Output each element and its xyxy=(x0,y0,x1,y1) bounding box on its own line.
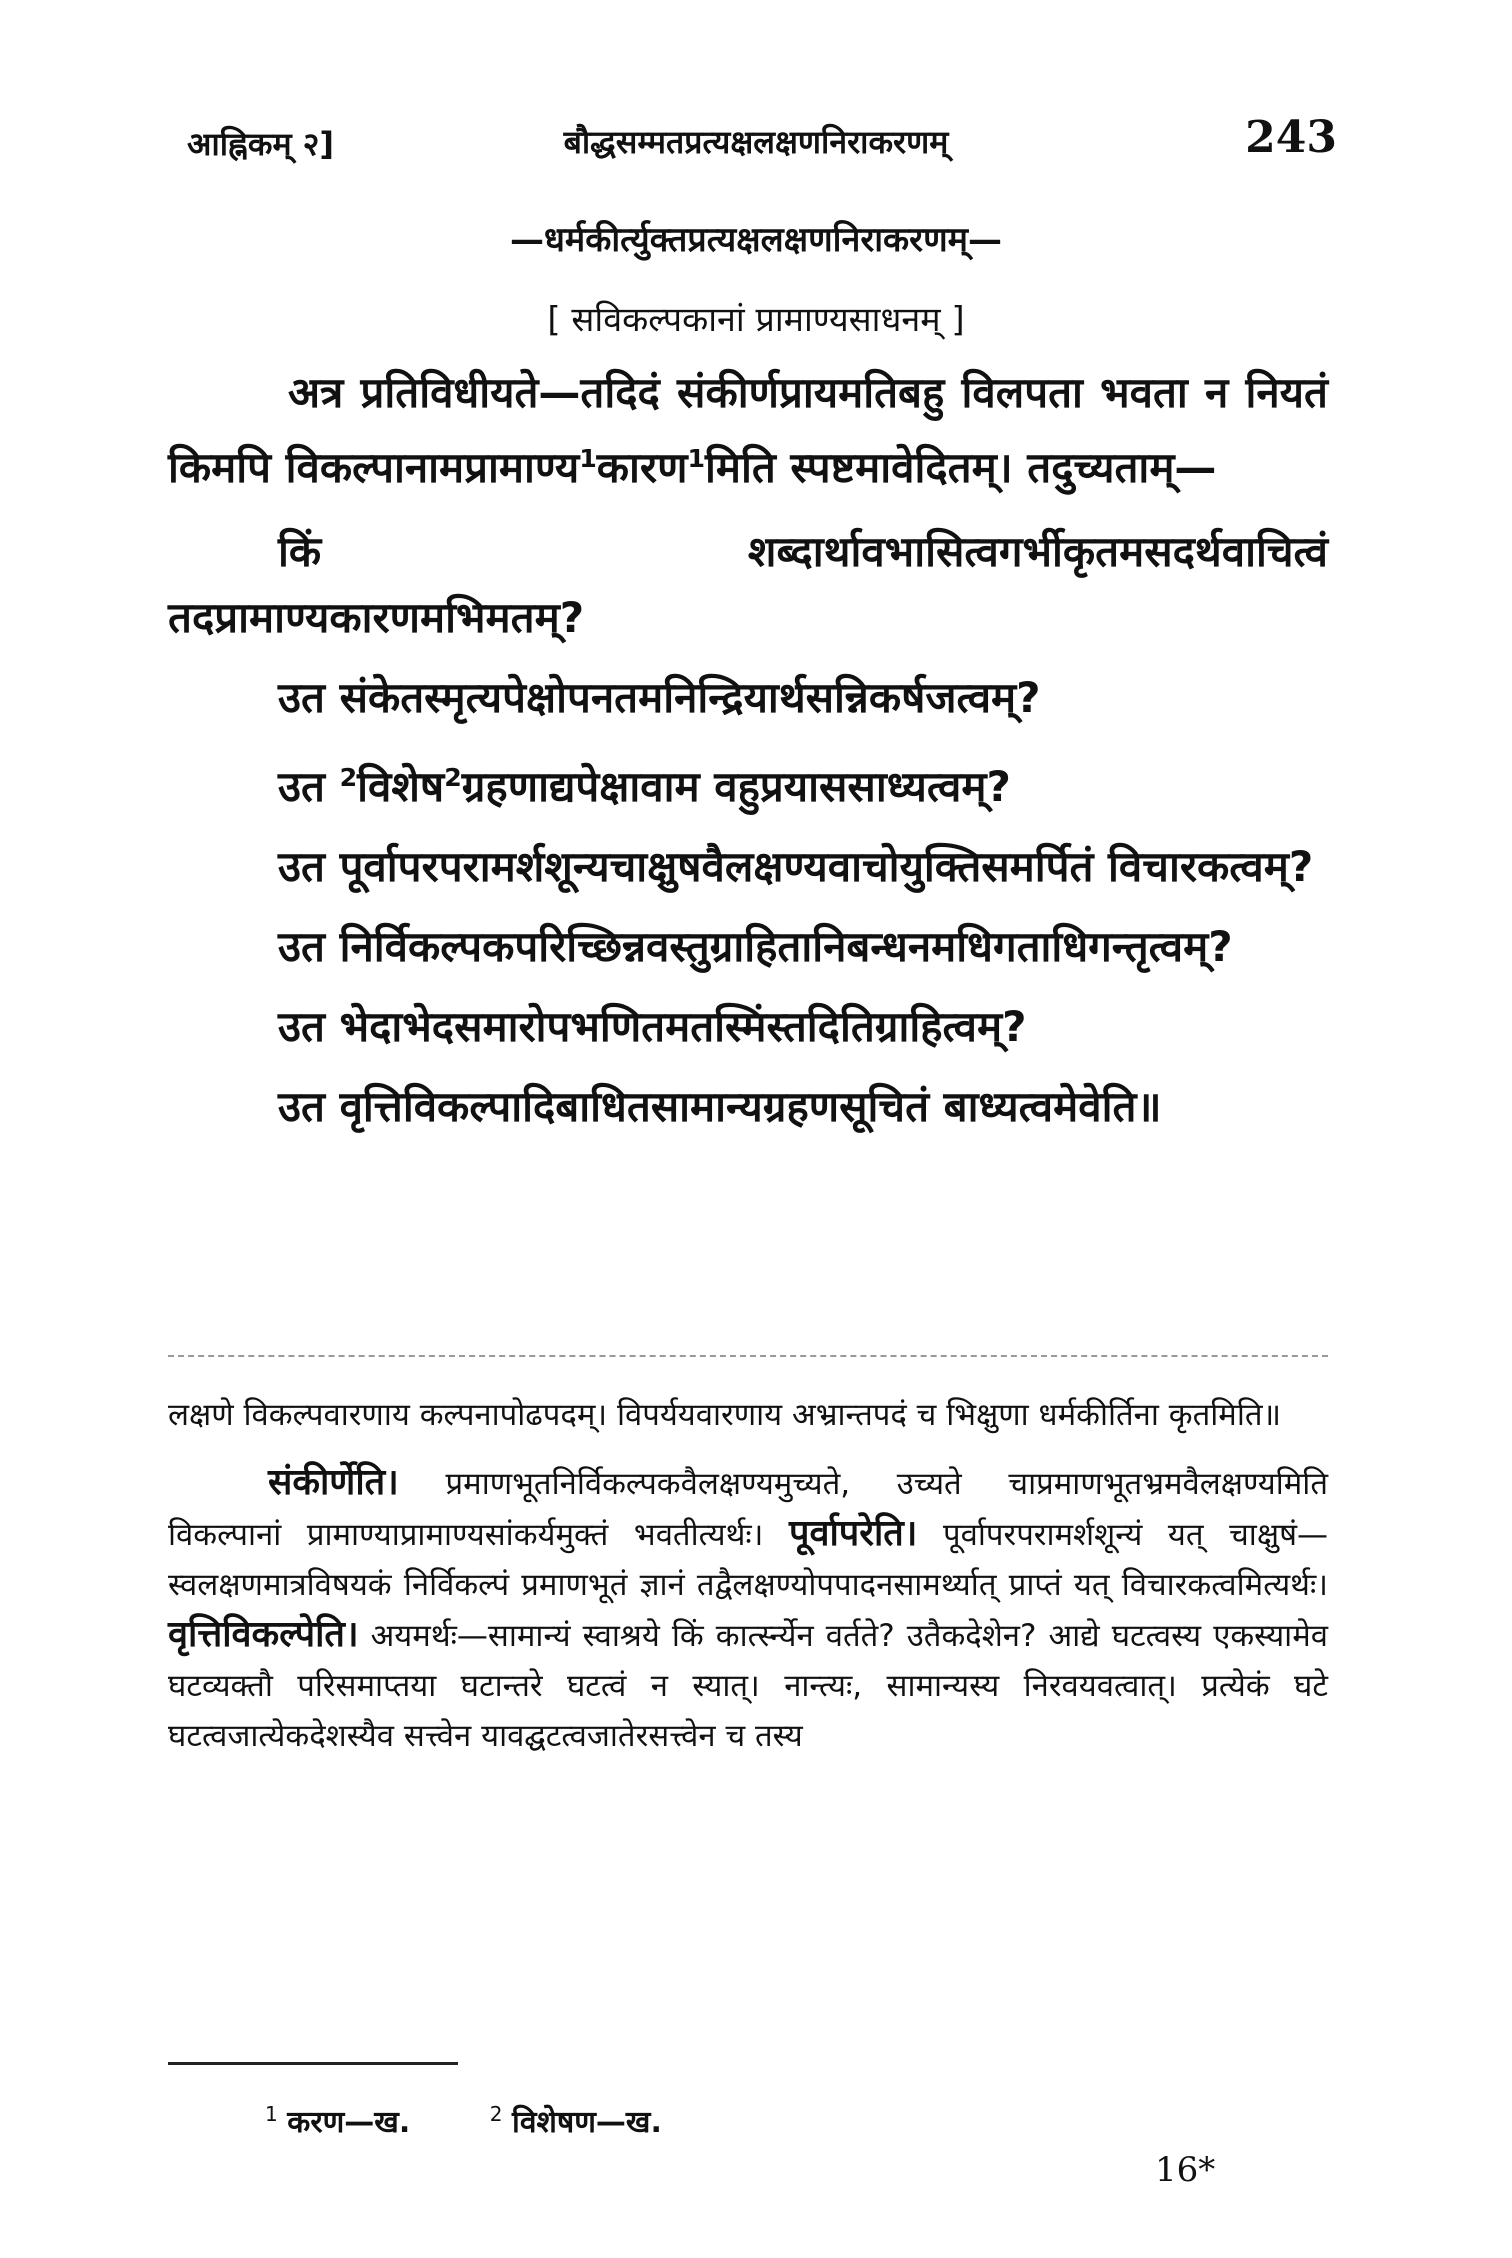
footnote-marker: 2 xyxy=(489,2102,503,2126)
main-text-segment: विशेष xyxy=(357,762,445,811)
footnote-marker: 1 xyxy=(265,2102,278,2126)
footnote-ref: 2 xyxy=(339,763,358,792)
footnote-ref: 2 xyxy=(444,763,462,792)
question-7: उत वृत्तिविकल्पादिबाधितसामान्यग्रहणसूचितं बाध्यत्वमेवेति॥ xyxy=(278,1082,1162,1131)
signature-mark: 16* xyxy=(1155,2150,1216,2190)
commentary-paragraph xyxy=(168,1458,1328,1761)
question-5: उत निर्विकल्पकपरिच्छिन्नवस्तुग्राहितानिबन्धनमधिगताधिगन्तृत्वम्? xyxy=(278,922,1233,971)
main-text-segment: ग्रहणाद्यपेक्षावाम वहुप्रयाससाध्यत्वम्? xyxy=(461,762,1011,811)
footnotes xyxy=(265,2100,1065,2141)
footnote-2 xyxy=(489,2102,662,2140)
footnote-ref: 1 xyxy=(579,444,597,473)
question-6: उत भेदाभेदसमारोपभणितमतस्मिंस्तदितिग्राहित्वम्? xyxy=(278,1002,1027,1051)
running-header xyxy=(175,112,1337,172)
question-2: उत संकेतस्मृत्यपेक्षोपनतमनिन्द्रियार्थसन्निकर्षजत्वम्? xyxy=(278,673,1041,722)
commentary-text: पूर्वापरपरामर्शशून्यं यत् चाक्षुषं—स्वलक्षणमात्रविषयकं निर्विकल्पं प्रमाणभूतं ज्ञानं तद्वैलक्षण्योपपादनसामर्थ्यात् प्राप्तं यत् विचारकत्वमित्यर्थः। xyxy=(168,1517,1328,1603)
question-3 xyxy=(168,745,1328,820)
lemma: पूर्वापरेति। xyxy=(789,1513,918,1554)
footnote-rule xyxy=(168,2062,458,2065)
main-text-segment: कारण xyxy=(596,443,688,492)
section-subheading: [ सविकल्पकानां प्रामाण्यसाधनम् ] xyxy=(547,300,965,340)
running-title: बौद्धसम्मतप्रत्यक्षलक्षणनिराकरणम् xyxy=(563,123,949,161)
main-text xyxy=(168,360,1328,1154)
chapter-label: आह्निकम् २] xyxy=(187,125,335,163)
commentary-text: प्रमाणभूतनिर्विकल्पकवैलक्षण्यमुच्यते, उच्यते चाप्रमाणभूतभ्रमवैलक्षण्यमिति विकल्पानां प्रामाण्याप्रामाण्यसांकर्यमुक्तं भवतीत्यर्थः। xyxy=(168,1466,1328,1553)
question-1: किं शब्दार्थावभासित्वगर्भीकृतमसदर्थवाचित्वं तदप्रामाण्यकारणमभिमतम्? xyxy=(168,527,1328,642)
question-4: उत पूर्वापरपरामर्शशून्यचाक्षुषवैलक्षण्यवाचोयुक्तिसमर्पितं विचारकत्वम्? xyxy=(278,842,1314,891)
commentary-text: अयमर्थः—सामान्यं स्वाश्रये किं कार्त्स्न्येन वर्तते? उतैकदेशेन? आद्ये घटत्वस्य एकस्यामेव घटव्यक्तौ परिसमाप्तया घटान्तरे घटत्वं न स्यात्। नान्त्यः, सामान्यस्य निरवयवत्वात्। प्रत्येकं घटे घटत्वजात्येकदेशस्यैव सत्त्वेन यावद्घटत्वजातेरसत्त्वेन च तस्य xyxy=(168,1618,1328,1754)
footnote-text: करण—ख. xyxy=(287,2105,411,2140)
main-text-segment: उत xyxy=(278,762,340,811)
footnote-text: विशेषण—ख. xyxy=(512,2105,662,2140)
footnote-1 xyxy=(265,2102,411,2140)
section-divider xyxy=(168,1355,1328,1357)
commentary-paragraph: लक्षणे विकल्पवारणाय कल्पनापोढपदम्। विपर्ययवारणाय अभ्रान्तपदं च भिक्षुणा धर्मकीर्तिना कृतमिति॥ xyxy=(168,1397,1282,1433)
main-text-segment: अत्र प्रतिविधीयते—तदिदं संकीर्णप्रायमतिबहु विलपता भवता न नियतं किमपि विकल्पानामप्रामाण्य xyxy=(168,368,1328,492)
commentary xyxy=(168,1390,1328,1779)
section-heading: —धर्मकीर्त्युक्तप्रत्यक्षलक्षणनिराकरणम्— xyxy=(510,220,1002,260)
lemma: वृत्तिविकल्पेति। xyxy=(168,1614,359,1655)
page-number: 243 xyxy=(1245,112,1337,163)
main-text-segment: मिति स्पष्टमावेदितम्। तदुच्यताम्— xyxy=(704,443,1217,492)
footnote-ref: 1 xyxy=(687,444,705,473)
lemma: संकीर्णेति। xyxy=(268,1462,399,1503)
main-paragraph xyxy=(168,360,1328,501)
